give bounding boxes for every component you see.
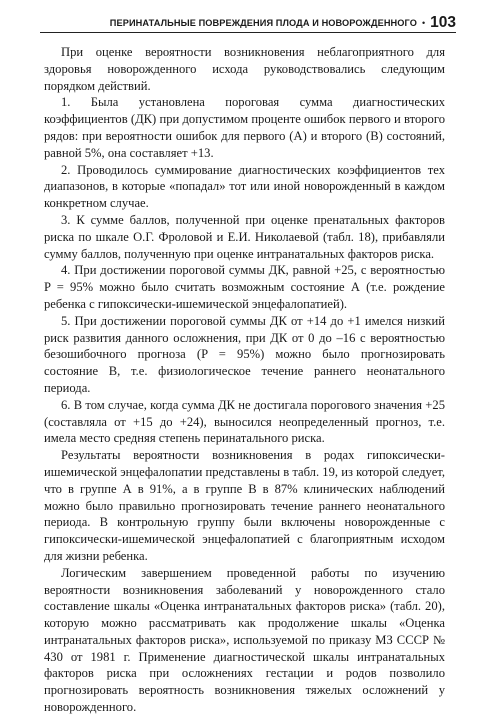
step-4-paragraph: 4. При достижении пороговой суммы ДК, равной +25, с вероятностью P = 95% можно было считать возможным состояние А (т.е. рождение ребенка с гипоксически-ишемической энцефалопатией). [44,263,445,311]
intro-paragraph: При оценке вероятности возникновения неблагоприятного для здоровья новорожденного исхода руководствовались следующим порядком действий. [44,45,445,93]
running-title: ПЕРИНАТАЛЬНЫЕ ПОВРЕЖДЕНИЯ ПЛОДА И НОВОРОЖДЕННОГО [109,18,417,28]
results-paragraph: Результаты вероятности возникновения в родах гипоксически-ишемической энцефалопатии представлены в табл. 19, из которой следует, что в группе А в 91%, а в группе В в 87% клинических наблюдений можно было правильно прогнозировать течение раннего неонатального периода. В контрольную группу были включены новорожденные с гипоксически-ишемической энцефалопатией с благоприятным исходом для жизни ребенка. [44,448,445,563]
step-3-paragraph: 3. К сумме баллов, полученной при оценке пренатальных факторов риска по шкале О.Г. Фроловой и Е.И. Николаевой (табл. 18), прибавляли сумму баллов, полученную при оценке интранатальных факторов риска. [44,212,445,261]
step-6-paragraph: 6. В том случае, когда сумма ДК не достигала порогового значения +25 (составляла от +15 до +24), выносился неопределенный прогноз, т.е. имела место средняя степень перинатального риска. [44,397,445,446]
body-text [44,44,445,716]
conclusion-paragraph: Логическим завершением проведенной работы по изучению вероятности возникновения заболеваний у новорожденного стало составление шкалы «Оценка интранатальных факторов риска» (табл. 20), которую можно рассматривать как продолжение шкалы «Оценка интранатальных факторов риска», используемой по приказу МЗ СССР № 430 от 1981 г. Применение диагностической шкалы интранатальных факторов риска при осложнениях гестации и родов позволило прогнозировать вероятность возникновения тяжелых осложнений у новорожденного. [44,565,445,715]
step-5-paragraph: 5. При достижении пороговой суммы ДК от +14 до +1 имелся низкий риск развития данного осложнения, при ДК от 0 до –16 с вероятностью безошибочного прогноза (P = 95%) можно было прогнозировать состояние В, т.е. физиологическое течение раннего неонатального периода. [44,313,445,395]
page-number: 103 [430,13,456,31]
step-2-paragraph: 2. Проводилось суммирование диагностических коэффициентов тех диапазонов, в которые «попадал» тот или иной новорожденный в каждом конкретном случае. [44,162,445,211]
header-bullet: • [421,18,426,28]
step-1-paragraph: 1. Была установлена пороговая сумма диагностических коэффициентов (ДК) при допустимом проценте ошибок первого и второго рядов: при вероятности ошибок для первого (А) и второго (В) состояний, равной 5%, она составляет +13. [44,95,445,160]
page-header [40,8,456,33]
